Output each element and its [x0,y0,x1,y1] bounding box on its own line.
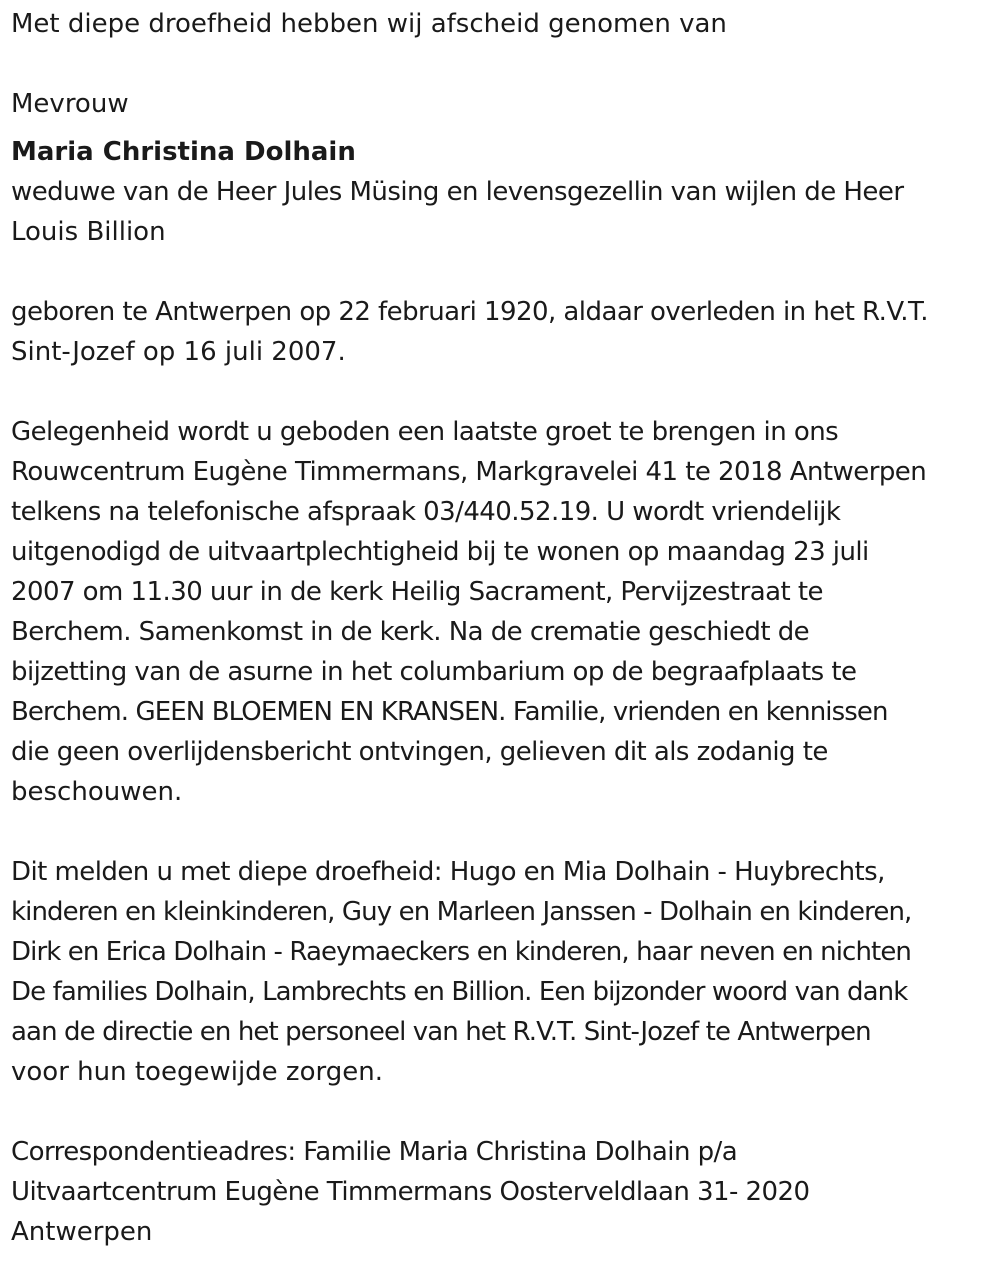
ceremony-line: Rouwcentrum Eugène Timmermans, Markgravelei 41 te 2018 Antwerpen [11,457,927,487]
ceremony-line: die geen overlijdensbericht ontvingen, gelieven dit als zodanig te [11,737,828,767]
ceremony-line: beschouwen. [11,777,183,807]
family-paragraph [11,852,996,1092]
spacer [11,372,996,412]
ceremony-line: telkens na telefonische afspraak 03/440.52.19. U wordt vriendelijk [11,497,841,527]
relation-line: Louis Billion [11,217,166,247]
spacer [11,1092,996,1132]
ceremony-line: Gelegenheid wordt u geboden een laatste groet te brengen in ons [11,417,839,447]
address-line: Uitvaartcentrum Eugène Timmermans Oosterveldlaan 31- 2020 [11,1177,810,1207]
family-line: kinderen en kleinkinderen, Guy en Marleen Janssen - Dolhain en kinderen, [11,897,912,927]
relation-paragraph [11,172,996,252]
address-line: Correspondentieadres: Familie Maria Christina Dolhain p/a [11,1137,738,1167]
ceremony-line: Berchem. GEEN BLOEMEN EN KRANSEN. Familie, vrienden en kennissen [11,697,888,727]
address-line: Antwerpen [11,1217,153,1247]
family-line: Dit melden u met diepe droefheid: Hugo en Mia Dolhain - Huybrechts, [11,857,885,887]
spacer [11,44,996,84]
obituary-notice [11,4,996,1252]
spacer [11,812,996,852]
ceremony-line: uitgenodigd de uitvaartplechtigheid bij te wonen op maandag 23 juli [11,537,869,567]
birth-death-paragraph [11,292,996,372]
relation-line: weduwe van de Heer Jules Müsing en levensgezellin van wijlen de Heer [11,177,904,207]
ceremony-line: 2007 om 11.30 uur in de kerk Heilig Sacrament, Pervijzestraat te [11,577,823,607]
ceremony-line: bijzetting van de asurne in het columbarium op de begraafplaats te [11,657,857,687]
intro-text: Met diepe droefheid hebben wij afscheid genomen van [11,9,727,39]
family-line: De families Dolhain, Lambrechts en Billion. Een bijzonder woord van dank [11,977,908,1007]
deceased-name: Maria Christina Dolhain [11,137,356,167]
ceremony-paragraph [11,412,996,812]
family-line: Dirk en Erica Dolhain - Raeymaeckers en kinderen, haar neven en nichten [11,937,911,967]
salutation: Mevrouw [11,89,129,119]
family-line: voor hun toegewijde zorgen. [11,1057,383,1087]
family-line: aan de directie en het personeel van het R.V.T. Sint-Jozef te Antwerpen [11,1017,871,1047]
spacer [11,252,996,292]
address-paragraph [11,1132,996,1252]
birth-death-line: geboren te Antwerpen op 22 februari 1920, aldaar overleden in het R.V.T. [11,297,928,327]
ceremony-line: Berchem. Samenkomst in de kerk. Na de crematie geschiedt de [11,617,810,647]
spacer [11,124,996,132]
birth-death-line: Sint-Jozef op 16 juli 2007. [11,337,346,367]
